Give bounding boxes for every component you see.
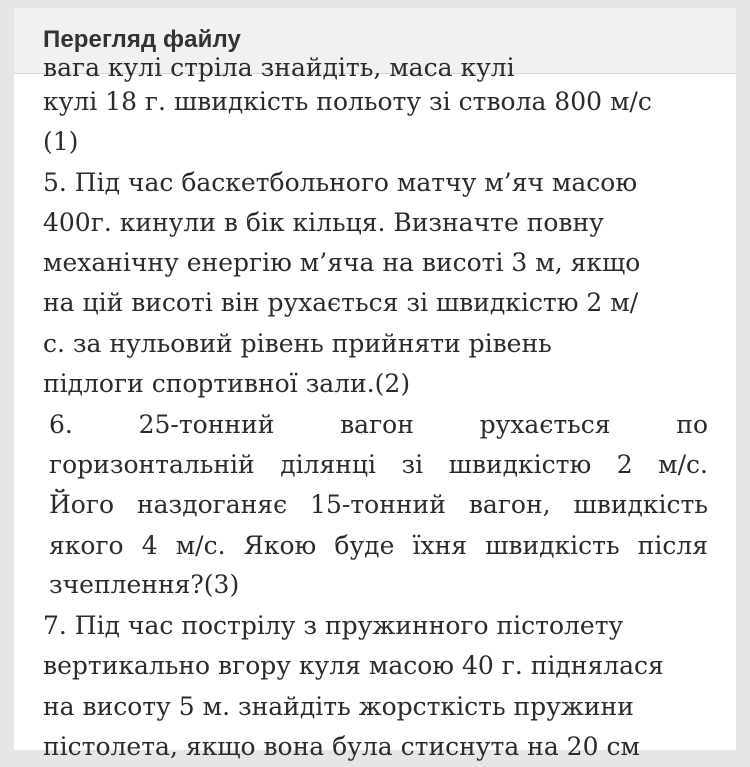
text-line: пістолета, якщо вона була стиснута на 20 см bbox=[43, 732, 640, 761]
cut-off-text-line: вага кулі стріла знайдіть, маса кулі bbox=[43, 53, 515, 82]
text-line: горизонтальній ділянці зі швидкістю 2 м/с. bbox=[49, 450, 708, 479]
text-line: кулі 18 г. швидкість польоту зі ствола 800 м/с bbox=[43, 87, 652, 116]
text-line: якого 4 м/с. Якою буде їхня швидкість після bbox=[49, 531, 708, 560]
text-line: на цій висоті він рухається зі швидкістю 2 м/ bbox=[43, 288, 639, 317]
text-line: 7. Під час пострілу з пружинного пістолету bbox=[43, 611, 624, 640]
text-line: вертикально вгору куля масою 40 г. піднялася bbox=[43, 651, 664, 680]
text-line: підлоги спортивної зали.(2) bbox=[43, 369, 411, 398]
text-line: Його наздоганяє 15-тонний вагон, швидкість bbox=[49, 490, 708, 519]
page-title: Перегляд файлу bbox=[43, 26, 241, 53]
file-viewer[interactable] bbox=[14, 53, 736, 761]
text-line: на висоту 5 м. знайдіть жорсткість пружини bbox=[43, 692, 634, 721]
text-line: 5. Під час баскетбольного матчу м’яч масою bbox=[43, 168, 638, 197]
text-line: 6. 25-тонний вагон рухається по bbox=[49, 410, 708, 439]
text-line: 400г. кинули в бік кільця. Визначте повну bbox=[43, 208, 604, 237]
text-line: зчеплення?(3) bbox=[49, 570, 240, 599]
text-line: механічну енергію м’яча на висоті 3 м, якщо bbox=[43, 248, 641, 277]
text-line: (1) bbox=[43, 127, 79, 156]
text-line: с. за нульовий рівень прийняти рівень bbox=[43, 329, 552, 358]
